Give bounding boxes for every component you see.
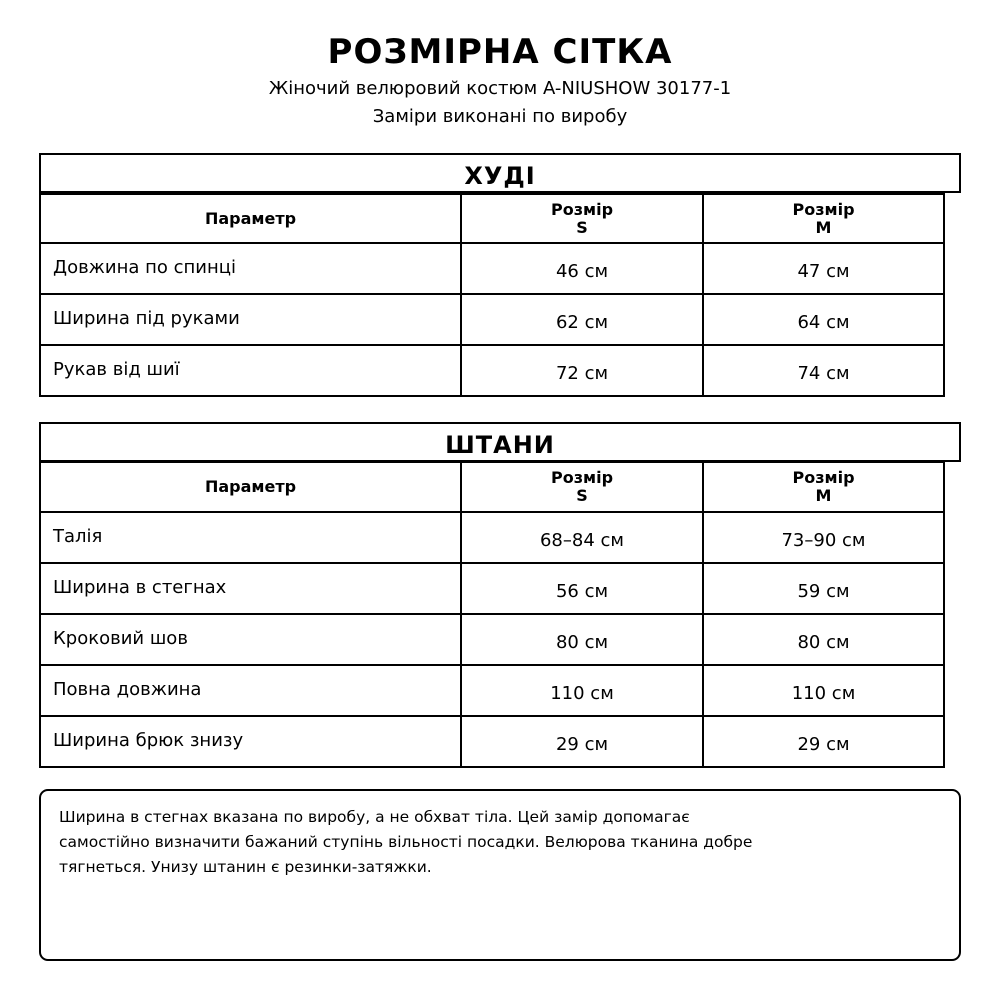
note-line-2: самостійно визначити бажаний ступінь вільності посадки. Велюрова тканина добре — [59, 833, 753, 851]
pants-header-size-word-s: Розмір — [550, 468, 614, 487]
hoodie-header-size-word-m: Розмір — [792, 199, 855, 219]
pants-header-size-s-label: S — [576, 486, 588, 505]
hoodie-header-param-label: Параметр — [204, 208, 297, 228]
hoodie-row-s: 46 см — [460, 242, 704, 295]
pants-row-m: 73–90 см — [702, 511, 945, 564]
pants-row-s: 110 см — [460, 664, 704, 717]
hoodie-section-header: ХУДІ — [39, 153, 961, 193]
hoodie-row-param: Рукав від шиї — [39, 344, 462, 397]
pants-row-s: 56 см — [460, 562, 704, 615]
pants-row-param: Талія — [39, 511, 462, 564]
hoodie-header-size-m — [702, 193, 945, 244]
page-title: РОЗМІРНА СІТКА — [327, 32, 673, 72]
pants-row-m: 59 см — [702, 562, 945, 615]
pants-row-param: Кроковий шов — [39, 613, 462, 666]
hoodie-row-m: 47 см — [702, 242, 945, 295]
pants-header-param — [39, 461, 462, 513]
hoodie-row-s: 62 см — [460, 293, 704, 346]
pants-header-size-m — [702, 461, 945, 513]
hoodie-header-size-word-s: Розмір — [550, 199, 614, 219]
hoodie-row-param: Ширина під руками — [39, 293, 462, 346]
pants-row-m: 80 см — [702, 613, 945, 666]
pants-header-size-m-label: M — [815, 486, 832, 505]
pants-row-s: 80 см — [460, 613, 704, 666]
hoodie-header-param — [39, 193, 462, 244]
hoodie-row-param: Довжина по спинці — [39, 242, 462, 295]
pants-header-size-s — [460, 461, 704, 513]
hoodie-header-size-s-label: S — [576, 217, 588, 237]
note-line-3: тягнеться. Унизу штанин є резинки-затяжки. — [59, 858, 432, 876]
pants-section-header: ШТАНИ — [39, 422, 961, 462]
product-subtitle: Жіночий велюровий костюм A-NIUSHOW 30177-1 — [268, 78, 732, 99]
pants-row-s: 68–84 см — [460, 511, 704, 564]
hoodie-row-s: 72 см — [460, 344, 704, 397]
pants-row-m: 110 см — [702, 664, 945, 717]
pants-row-s: 29 см — [460, 715, 704, 768]
hoodie-header-size-m-label: M — [815, 217, 832, 237]
pants-header-param-label: Параметр — [204, 477, 297, 496]
hoodie-row-m: 64 см — [702, 293, 945, 346]
measurement-note-subtitle: Заміри виконані по виробу — [372, 106, 628, 127]
hoodie-row-m: 74 см — [702, 344, 945, 397]
pants-row-m: 29 см — [702, 715, 945, 768]
pants-row-param: Повна довжина — [39, 664, 462, 717]
note-box — [39, 789, 961, 961]
pants-header-size-word-m: Розмір — [792, 468, 855, 487]
pants-row-param: Ширина в стегнах — [39, 562, 462, 615]
note-line-1: Ширина в стегнах вказана по виробу, а не обхват тіла. Цей замір допомагає — [59, 808, 690, 826]
pants-row-param: Ширина брюк знизу — [39, 715, 462, 768]
hoodie-header-size-s — [460, 193, 704, 244]
